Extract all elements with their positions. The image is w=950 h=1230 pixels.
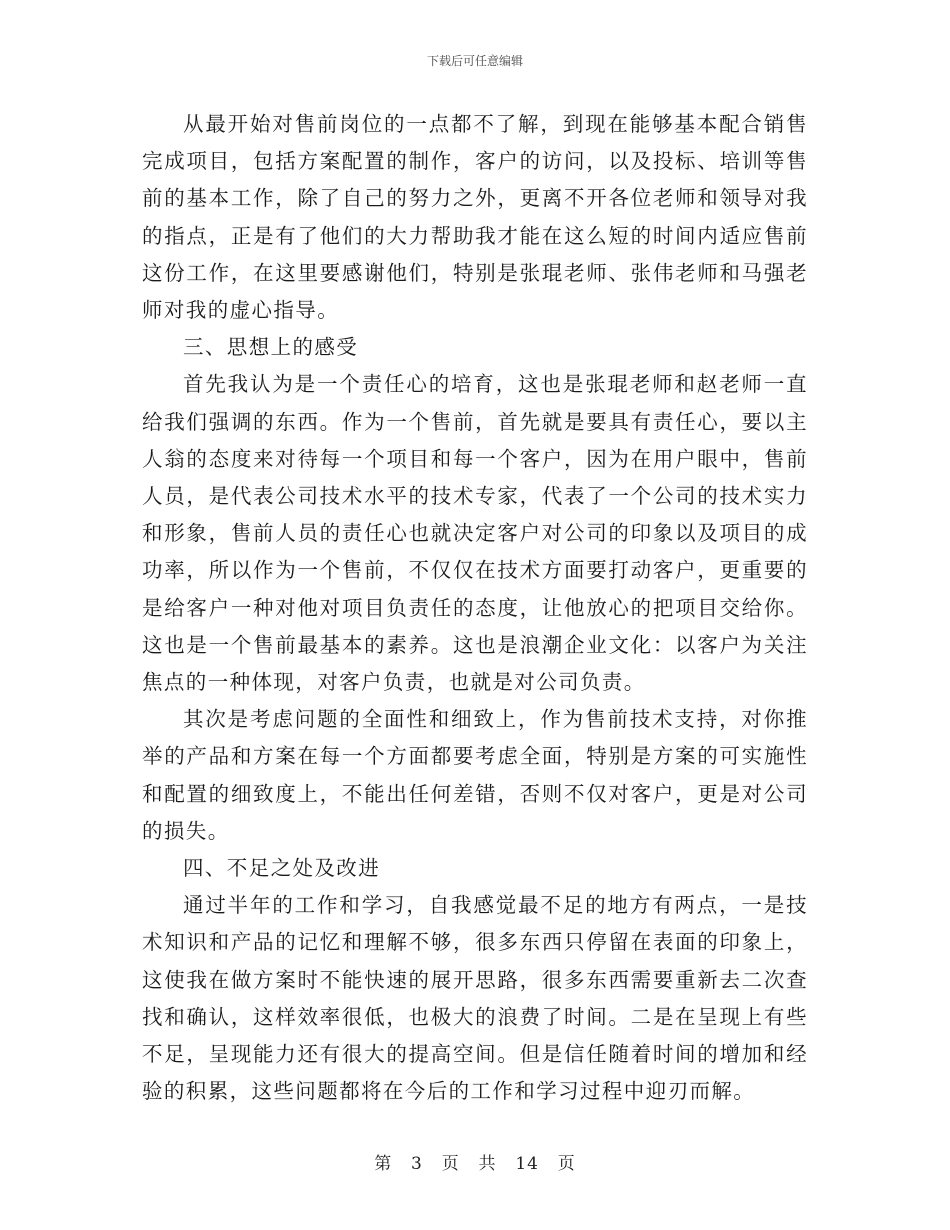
paragraph-acknowledgement: 从最开始对售前岗位的一点都不了解，到现在能够基本配合销售完成项目，包括方案配置的制作，客户的访问，以及投标、培训等售前的基本工作，除了自己的努力之外，更离不开各位老师和领导对我的指点，正是有了他们的大力帮助我才能在这么短的时间内适应售前这份工作，在这里要感谢他们，特别是张琨老师、张伟老师和马强老师对我的虚心指导。 (142, 112, 808, 323)
footer-prefix: 第 (374, 1154, 393, 1174)
document-body (142, 106, 808, 1110)
paragraph-improvement: 通过半年的工作和学习，自我感觉最不足的地方有两点，一是技术知识和产品的记忆和理解不够，很多东西只停留在表面的印象上，这使我在做方案时不能快速的展开思路，很多东西需要重新去二次查找和确认，这样效率很低，也极大的浪费了时间。二是在呈现上有些不足，呈现能力还有很大的提高空间。但是信任随着时间的增加和经验的积累，这些问题都将在今后的工作和学习过程中迎刃而解。 (142, 893, 808, 1104)
paragraph-responsibility: 首先我认为是一个责任心的培育，这也是张琨老师和赵老师一直给我们强调的东西。作为一个售前，首先就是要具有责任心，要以主人翁的态度来对待每一个项目和每一个客户，因为在用户眼中，售前人员，是代表公司技术水平的技术专家，代表了一个公司的技术实力和形象，售前人员的责任心也就决定客户对公司的印象以及项目的成功率，所以作为一个售前，不仅仅在技术方面要打动客户，更重要的是给客户一种对他对项目负责任的态度，让他放心的把项目交给你。这也是一个售前最基本的素养。这也是浪潮企业文化：以客户为关注焦点的一种体现，对客户负责，也就是对公司负责。 (142, 372, 808, 695)
header-note: 下载后可任意编辑 (426, 54, 523, 68)
section-heading-thoughts: 三、思想上的感受 (183, 335, 359, 360)
section-heading-shortcomings: 四、不足之处及改进 (183, 856, 381, 881)
footer-total-word: 共 (478, 1154, 497, 1174)
page-footer (0, 1152, 950, 1176)
page-header (0, 52, 950, 70)
total-pages-number: 14 (515, 1154, 539, 1174)
current-page-number: 3 (411, 1154, 423, 1174)
footer-suffix: 页 (557, 1154, 576, 1174)
paragraph-thoroughness: 其次是考虑问题的全面性和细致上，作为售前技术支持，对你推举的产品和方案在每一个方面都要考虑全面，特别是方案的可实施性和配置的细致度上，不能出任何差错，否则不仅对客户，更是对公司的损失。 (142, 707, 808, 843)
footer-page-word: 页 (441, 1154, 460, 1174)
